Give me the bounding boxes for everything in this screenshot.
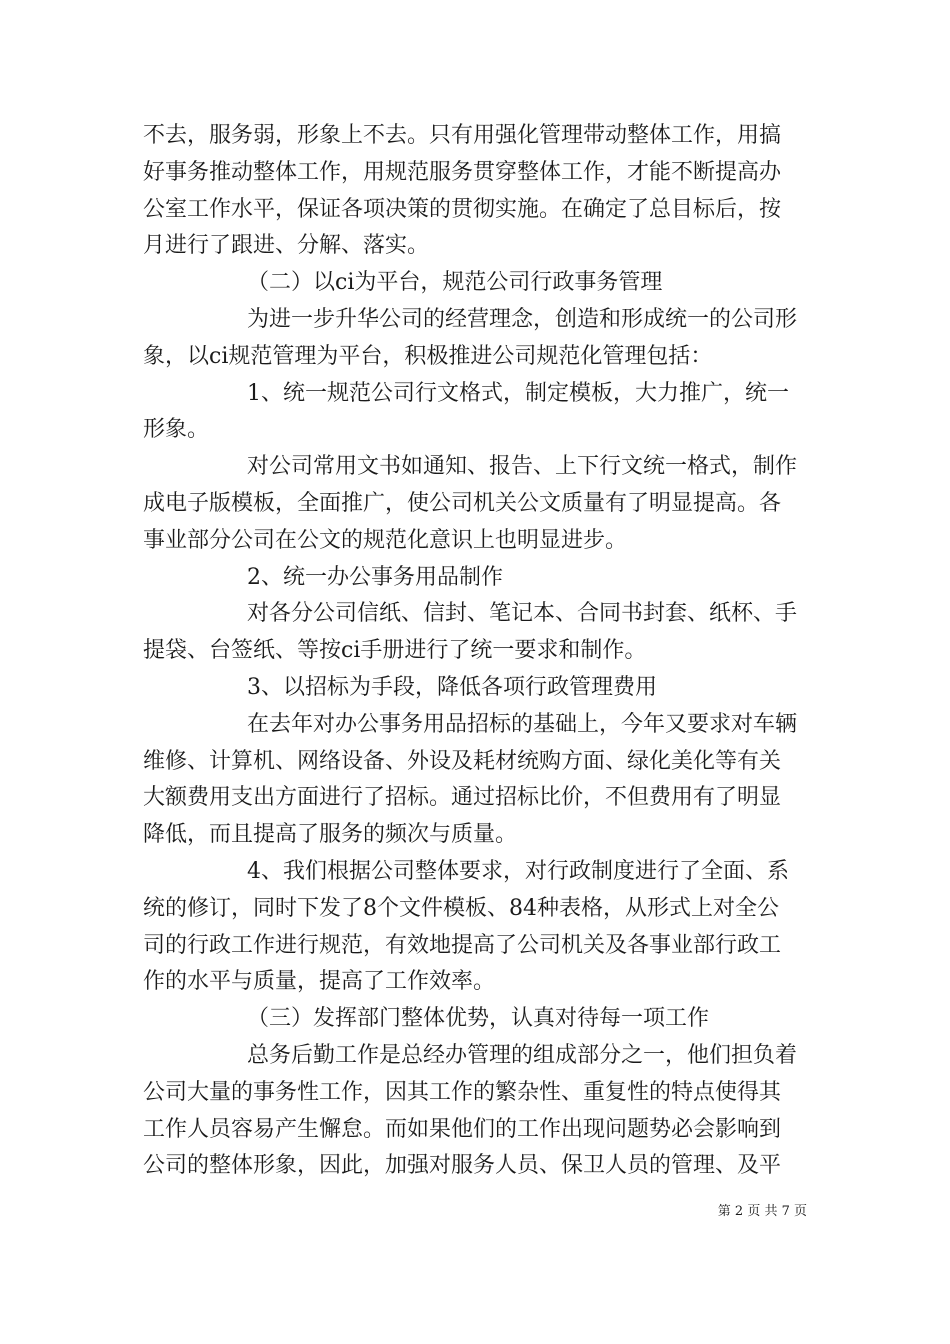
text-line: 公司的整体形象，因此，加强对服务人员、保卫人员的管理、及平 [143, 1153, 782, 1179]
text-line: 对各分公司信纸、信封、笔记本、合同书封套、纸杯、手 [247, 601, 798, 627]
text-line: 大额费用支出方面进行了招标。通过招标比价，不但费用有了明显 [143, 785, 782, 811]
text-line: 形象。 [143, 417, 210, 443]
text-line: 4、我们根据公司整体要求，对行政制度进行了全面、系 [247, 858, 789, 884]
page-number-footer: 第 2 页 共 7 页 [717, 1204, 807, 1219]
text-line: 公司大量的事务性工作，因其工作的繁杂性、重复性的特点使得其 [143, 1079, 782, 1105]
text-line: 公室工作水平，保证各项决策的贯彻实施。在确定了总目标后，按 [143, 196, 782, 222]
text-line: 提袋、台签纸、等按ci手册进行了统一要求和制作。 [143, 638, 647, 664]
text-line: 对公司常用文书如通知、报告、上下行文统一格式，制作 [247, 454, 798, 480]
text-line: 在去年对办公事务用品招标的基础上，今年又要求对车辆 [247, 711, 798, 737]
text-line: （二）以ci为平台，规范公司行政事务管理 [247, 270, 663, 296]
text-line: （三）发挥部门整体优势，认真对待每一项工作 [247, 1006, 710, 1032]
text-line: 成电子版模板，全面推广，使公司机关公文质量有了明显提高。各 [143, 490, 782, 516]
text-line: 司的行政工作进行规范，有效地提高了公司机关及各事业部行政工 [143, 932, 782, 958]
text-line: 工作人员容易产生懈怠。而如果他们的工作出现问题势必会影响到 [143, 1116, 782, 1142]
text-line: 为进一步升华公司的经营理念，创造和形成统一的公司形 [247, 306, 798, 332]
text-line: 统的修订，同时下发了8个文件模板、84种表格，从形式上对全公 [143, 895, 779, 921]
text-line: 降低，而且提高了服务的频次与质量。 [143, 822, 518, 848]
text-line: 月进行了跟进、分解、落实。 [143, 233, 430, 259]
text-line: 不去，服务弱，形象上不去。只有用强化管理带动整体工作，用搞 [143, 123, 782, 148]
text-line: 作的水平与质量，提高了工作效率。 [143, 969, 496, 995]
document-body [143, 118, 809, 1185]
text-line: 事业部分公司在公文的规范化意识上也明显进步。 [143, 527, 628, 553]
text-line: 象，以ci规范管理为平台，积极推进公司规范化管理包括： [143, 343, 713, 369]
text-line: 3、以招标为手段，降低各项行政管理费用 [247, 674, 657, 700]
text-line: 好事务推动整体工作，用规范服务贯穿整体工作，才能不断提高办 [143, 159, 782, 185]
text-line: 总务后勤工作是总经办管理的组成部分之一，他们担负着 [247, 1042, 798, 1068]
text-line: 1、统一规范公司行文格式，制定模板，大力推广，统一 [247, 380, 789, 406]
text-line: 2、统一办公事务用品制作 [247, 564, 503, 590]
text-line: 维修、计算机、网络设备、外设及耗材统购方面、绿化美化等有关 [143, 748, 782, 774]
